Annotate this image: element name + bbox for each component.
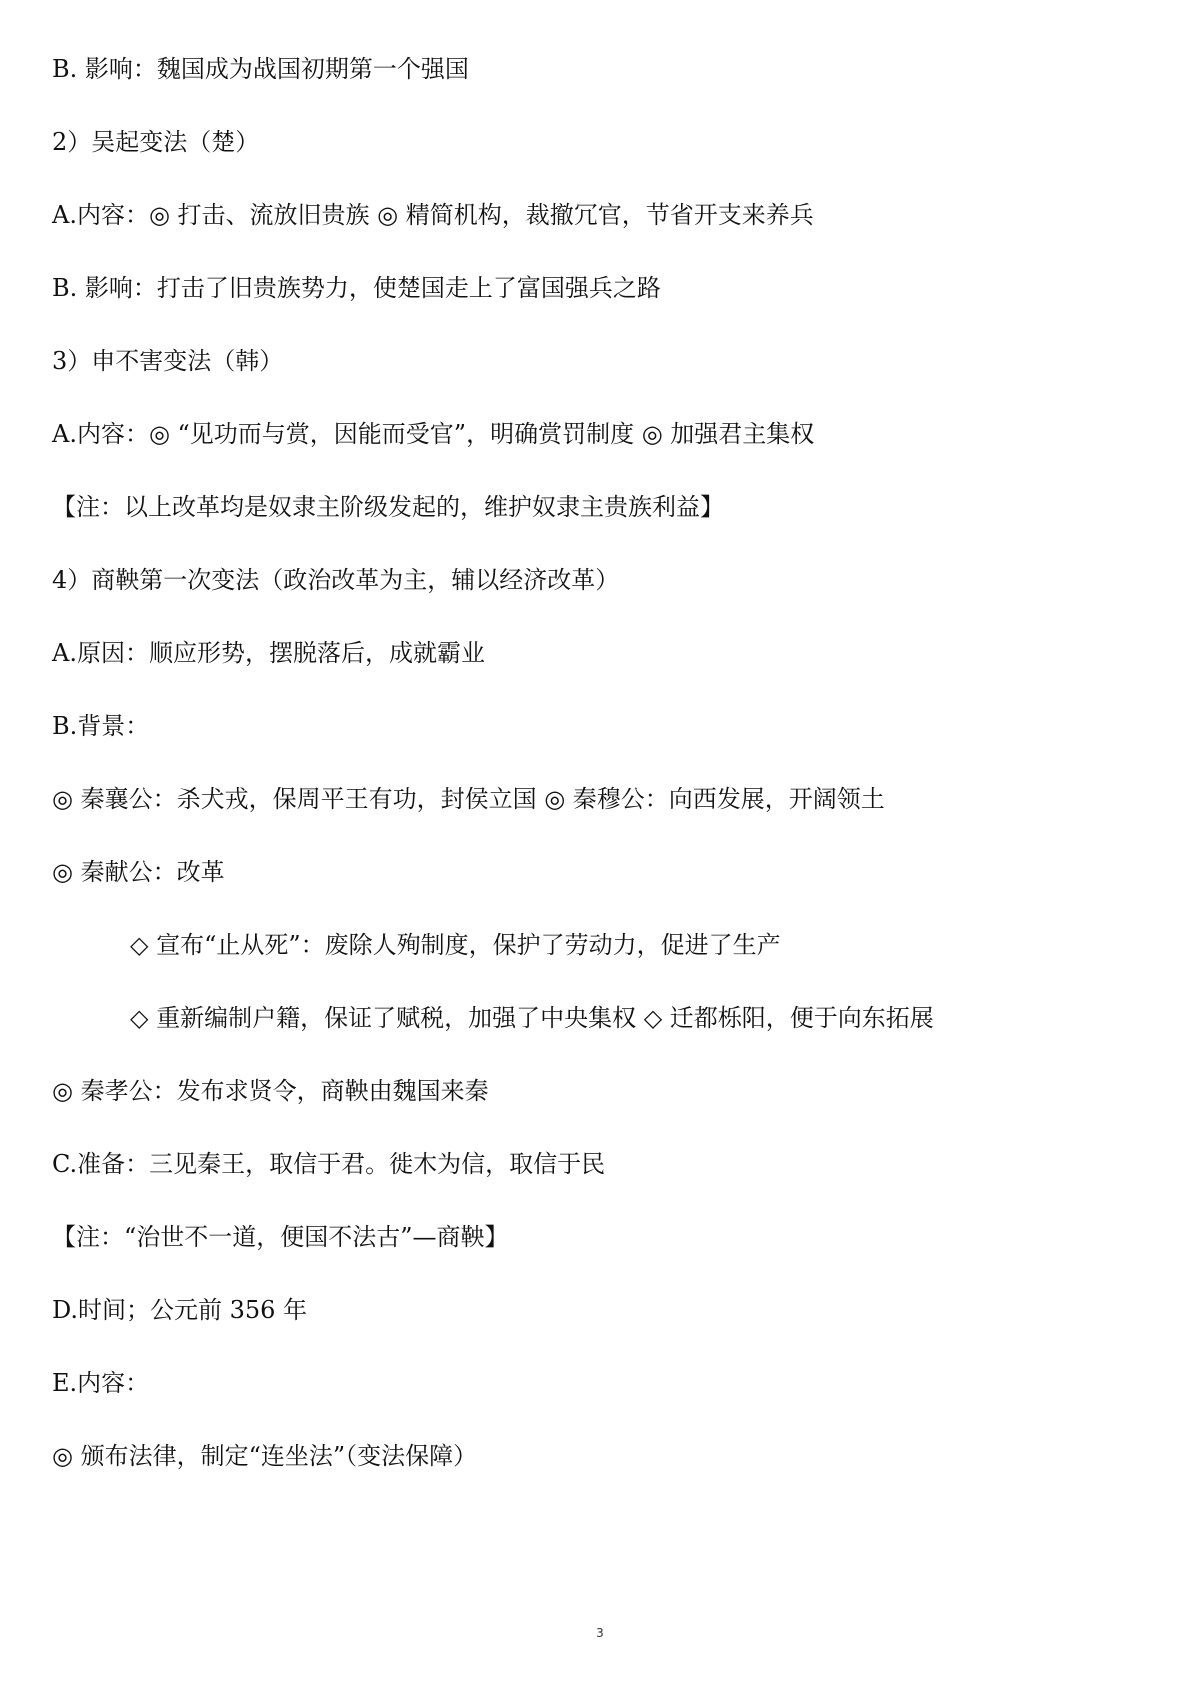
text-line: A.内容：◎ “见功而与赏，因能而受官”，明确赏罚制度 ◎ 加强君主集权 [52,420,815,448]
section-heading: 4）商鞅第一次变法（政治改革为主，辅以经济改革） [52,566,620,594]
text-line: B. 影响：魏国成为战国初期第一个强国 [52,55,469,83]
bullet-line: ◎ 秦孝公：发布求贤令，商鞅由魏国来秦 [52,1077,489,1105]
page-number: 3 [596,1626,604,1640]
note-line: 【注：“治世不一道，便国不法古”—商鞅】 [52,1223,509,1251]
sub-bullet-line: ◇ 重新编制户籍，保证了赋税，加强了中央集权 ◇ 迁都栎阳，便于向东拓展 [130,1004,934,1032]
text-line: B. 影响：打击了旧贵族势力，使楚国走上了富国强兵之路 [52,274,661,302]
section-heading: 3）申不害变法（韩） [52,347,284,375]
text-line: C.准备：三见秦王，取信于君。徙木为信，取信于民 [52,1150,606,1178]
bullet-line: ◎ 秦襄公：杀犬戎，保周平王有功，封侯立国 ◎ 秦穆公：向西发展，开阔领土 [52,785,885,813]
text-line: A.内容：◎ 打击、流放旧贵族 ◎ 精简机构，裁撤冗官，节省开支来养兵 [52,201,814,229]
text-line: D.时间；公元前 356 年 [52,1296,308,1324]
bullet-line: ◎ 颁布法律，制定“连坐法”（变法保障） [52,1442,478,1470]
text-line: B.背景： [52,712,150,740]
text-line: E.内容： [52,1369,150,1397]
note-line: 【注：以上改革均是奴隶主阶级发起的，维护奴隶主贵族利益】 [52,493,724,521]
text-line: A.原因：顺应形势，摆脱落后，成就霸业 [52,639,485,667]
section-heading: 2）吴起变法（楚） [52,128,260,156]
sub-bullet-line: ◇ 宣布“止从死”：废除人殉制度，保护了劳动力，促进了生产 [130,931,781,959]
bullet-line: ◎ 秦献公：改革 [52,858,225,886]
